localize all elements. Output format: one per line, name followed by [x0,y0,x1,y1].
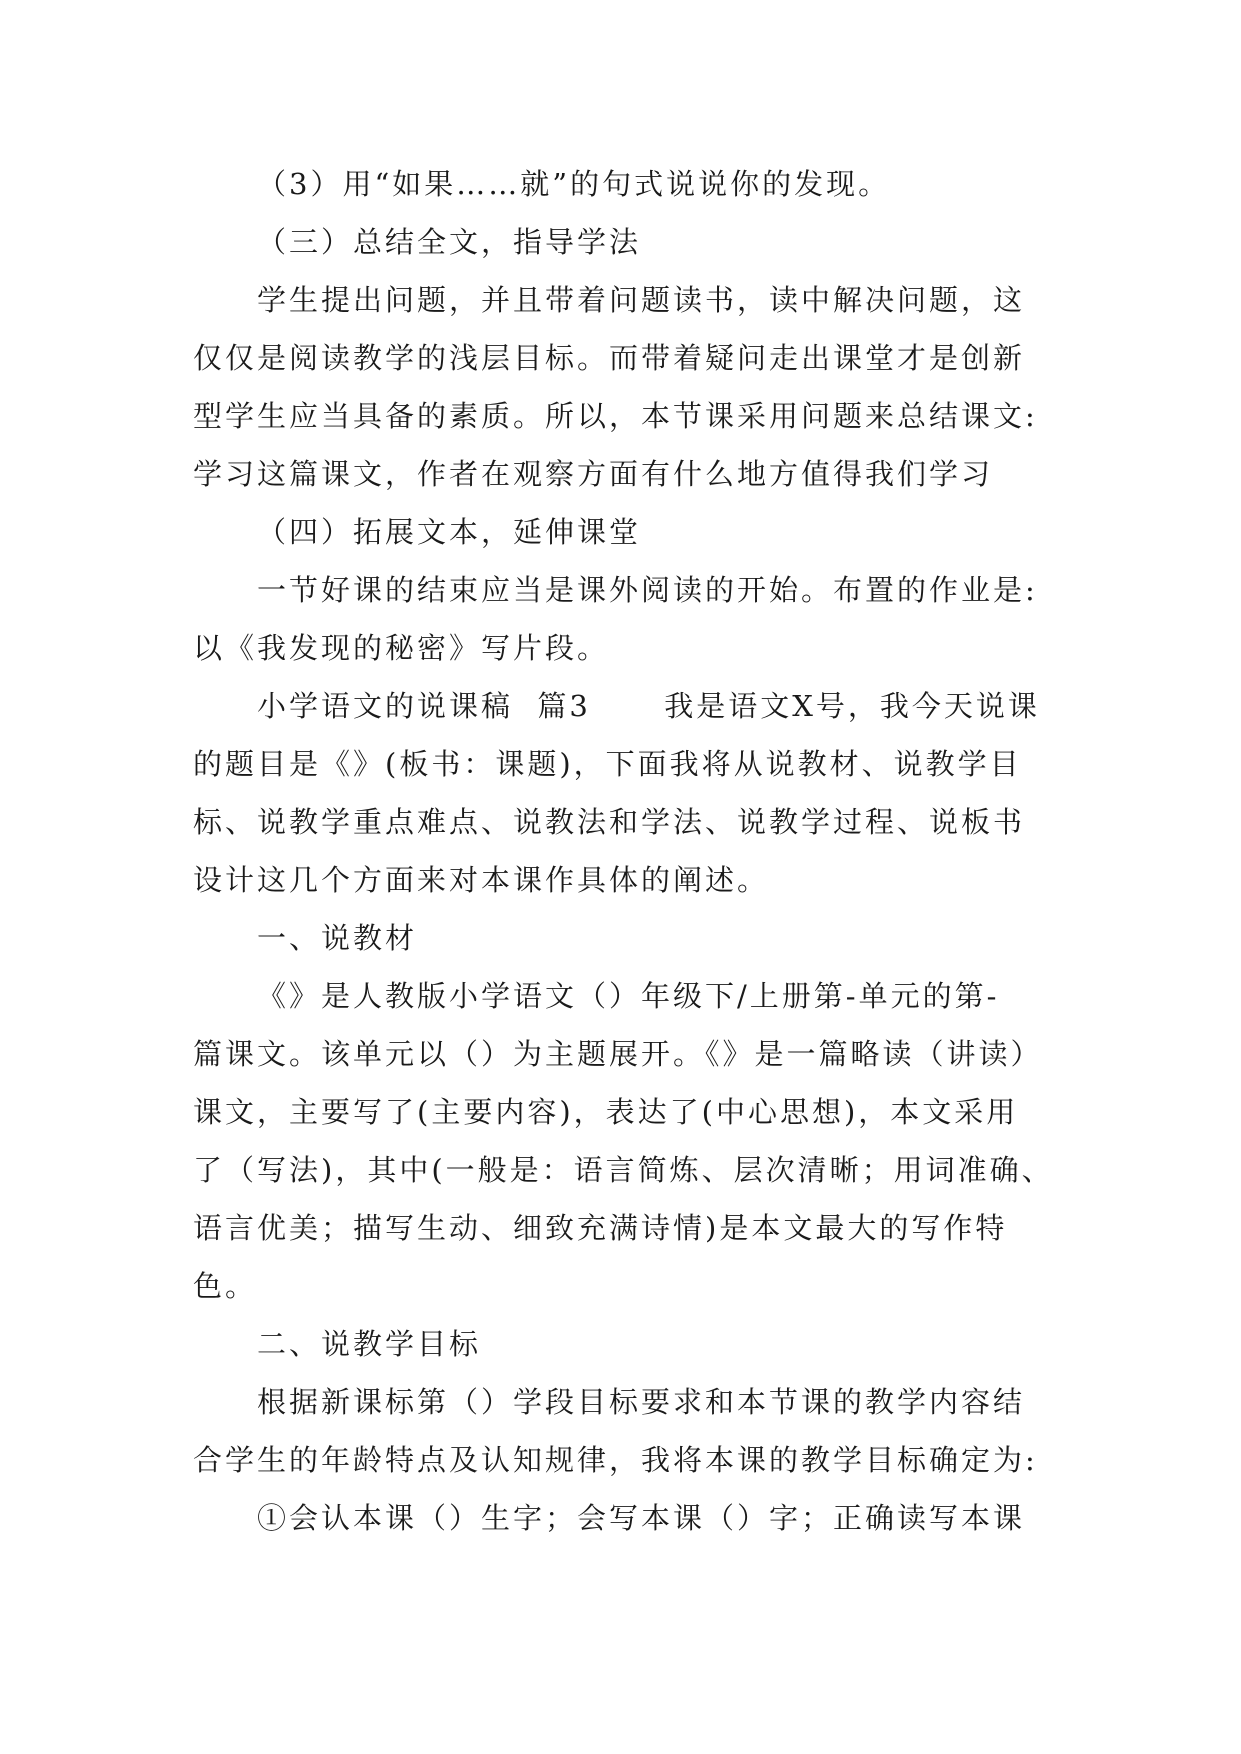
text-line: 小学语文的说课稿 篇3 我是语文X号，我今天说课 [257,689,1040,723]
text-line: 合学生的年龄特点及认知规律，我将本课的教学目标确定为: [193,1443,1038,1477]
text-line: 课文，主要写了(主要内容)，表达了(中心思想)，本文采用 [193,1095,1019,1129]
text-line: 色。 [193,1269,258,1303]
section-heading: （四）拓展文本，延伸课堂 [257,515,642,549]
text-line: 学习这篇课文，作者在观察方面有什么地方值得我们学习 [193,457,994,491]
text-line: 语言优美；描写生动、细致充满诗情)是本文最大的写作特 [193,1211,1008,1245]
text-line: 篇课文。该单元以（）为主题展开。《》是一篇略读（讲读） [193,1037,1043,1071]
text-line: 《》是人教版小学语文（）年级下/上册第-单元的第- [257,979,1000,1013]
section-heading: 二、说教学目标 [257,1327,482,1361]
text-line: 标、说教学重点难点、说教法和学法、说教学过程、说板书 [193,805,1026,839]
section-heading: 一、说教材 [257,921,418,955]
text-line: （3）用“如果……就”的句式说说你的发现。 [257,167,891,201]
text-line: 型学生应当具备的素质。所以，本节课采用问题来总结课文: [193,399,1038,433]
text-line: 设计这几个方面来对本课作具体的阐述。 [193,863,770,897]
document-body [193,155,1053,1547]
text-line: 了（写法)，其中(一般是：语言简炼、层次清晰；用词准确、 [193,1153,1054,1187]
text-line: 学生提出问题，并且带着问题读书，读中解决问题，这 [257,283,1026,317]
text-line: 仅仅是阅读教学的浅层目标。而带着疑问走出课堂才是创新 [193,341,1026,375]
section-heading: （三）总结全文，指导学法 [257,225,642,259]
text-line: 以《我发现的秘密》写片段。 [193,631,610,665]
text-line: 根据新课标第（）学段目标要求和本节课的教学内容结 [257,1385,1026,1419]
text-line: 的题目是《》(板书：课题)，下面我将从说教材、说教学目 [193,747,1022,781]
text-line: ①会认本课（）生字；会写本课（）字；正确读写本课 [257,1501,1026,1535]
text-line: 一节好课的结束应当是课外阅读的开始。布置的作业是: [257,573,1038,607]
